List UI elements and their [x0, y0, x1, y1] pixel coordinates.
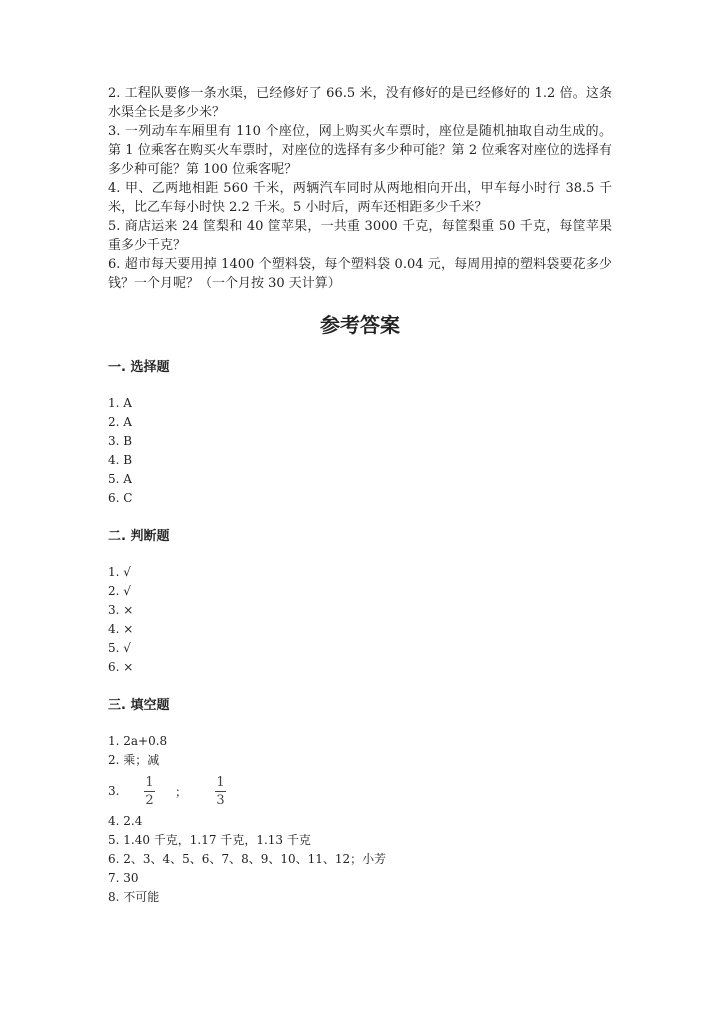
fraction-one-half: [144, 775, 155, 808]
document-page: [108, 84, 612, 927]
fill-answers: [108, 732, 612, 907]
answer-item: 5. 1.40 千克，1.17 千克，1.13 千克: [108, 833, 311, 847]
answer-item: 4. ×: [108, 622, 134, 636]
answer-item: 8. 不可能: [108, 890, 160, 904]
answer-title: 参考答案: [320, 313, 400, 337]
question-3: 3. 一列动车车厢里有 110 个座位，网上购买火车票时，座位是随机抽取自动生成的。第 1 位乘客在购买火车票时，对座位的选择有多少种可能？第 2 位乘客对座位的选择有多少种可能？第 100 位乘客呢？: [108, 124, 612, 177]
fraction-denominator: 3: [216, 792, 225, 808]
question-5: 5. 商店运来 24 筐梨和 40 筐苹果，一共重 3000 千克，每筐梨重 50 千克，每筐苹果重多少千克？: [108, 219, 612, 253]
answer-item: 3. ×: [108, 603, 134, 617]
answer-item: 4. B: [108, 453, 133, 467]
fraction-numerator: 1: [145, 774, 154, 790]
answer-item: 4. 2.4: [108, 814, 143, 828]
fraction-bar: [144, 791, 155, 792]
judge-answers: [108, 563, 612, 677]
answer-item: 5. √: [108, 641, 131, 655]
answer-item-label: 3.: [108, 784, 120, 798]
answer-item: 2. A: [108, 415, 132, 429]
answer-item: 2. √: [108, 584, 131, 598]
answer-item: 1. A: [108, 396, 132, 410]
answer-item: 5. A: [108, 472, 132, 486]
fraction-denominator: 2: [145, 792, 154, 808]
fraction-numerator: 1: [216, 774, 225, 790]
answer-item: 2. 乘；减: [108, 753, 160, 767]
answer-item: 1. 2a+0.8: [108, 734, 168, 748]
question-4: 4. 甲、乙两地相距 560 千米，两辆汽车同时从两地相向开出，甲车每小时行 38.5 千米，比乙车每小时快 2.2 千米。5 小时后，两车还相距多少千米？: [108, 181, 612, 215]
answer-item: 3. B: [108, 434, 133, 448]
question-2: 2. 工程队要修一条水渠，已经修好了 66.5 米，没有修好的是已经修好的 1.2 倍。这条水渠全长是多少米？: [108, 86, 612, 120]
fraction-separator: ；: [175, 784, 188, 799]
fraction-one-third: [215, 775, 226, 808]
choice-answers: [108, 394, 612, 508]
section-heading-fill: 三. 填空题: [108, 698, 170, 713]
answer-item: 6. 2、3、4、5、6、7、8、9、10、11、12；小芳: [108, 852, 387, 866]
fraction-bar: [215, 791, 226, 792]
answer-item: 6. C: [108, 491, 133, 505]
answer-item: 7. 30: [108, 871, 139, 885]
answer-item: 6. ×: [108, 660, 134, 674]
answer-item: 1. √: [108, 565, 131, 579]
answer-item-fractions: [108, 770, 612, 812]
question-list: [108, 84, 612, 293]
question-6: 6. 超市每天要用掉 1400 个塑料袋，每个塑料袋 0.04 元，每周用掉的塑料袋要花多少钱？一个月呢？（一个月按 30 天计算）: [108, 257, 612, 291]
section-heading-choice: 一. 选择题: [108, 360, 170, 375]
section-heading-judge: 二. 判断题: [108, 529, 170, 544]
